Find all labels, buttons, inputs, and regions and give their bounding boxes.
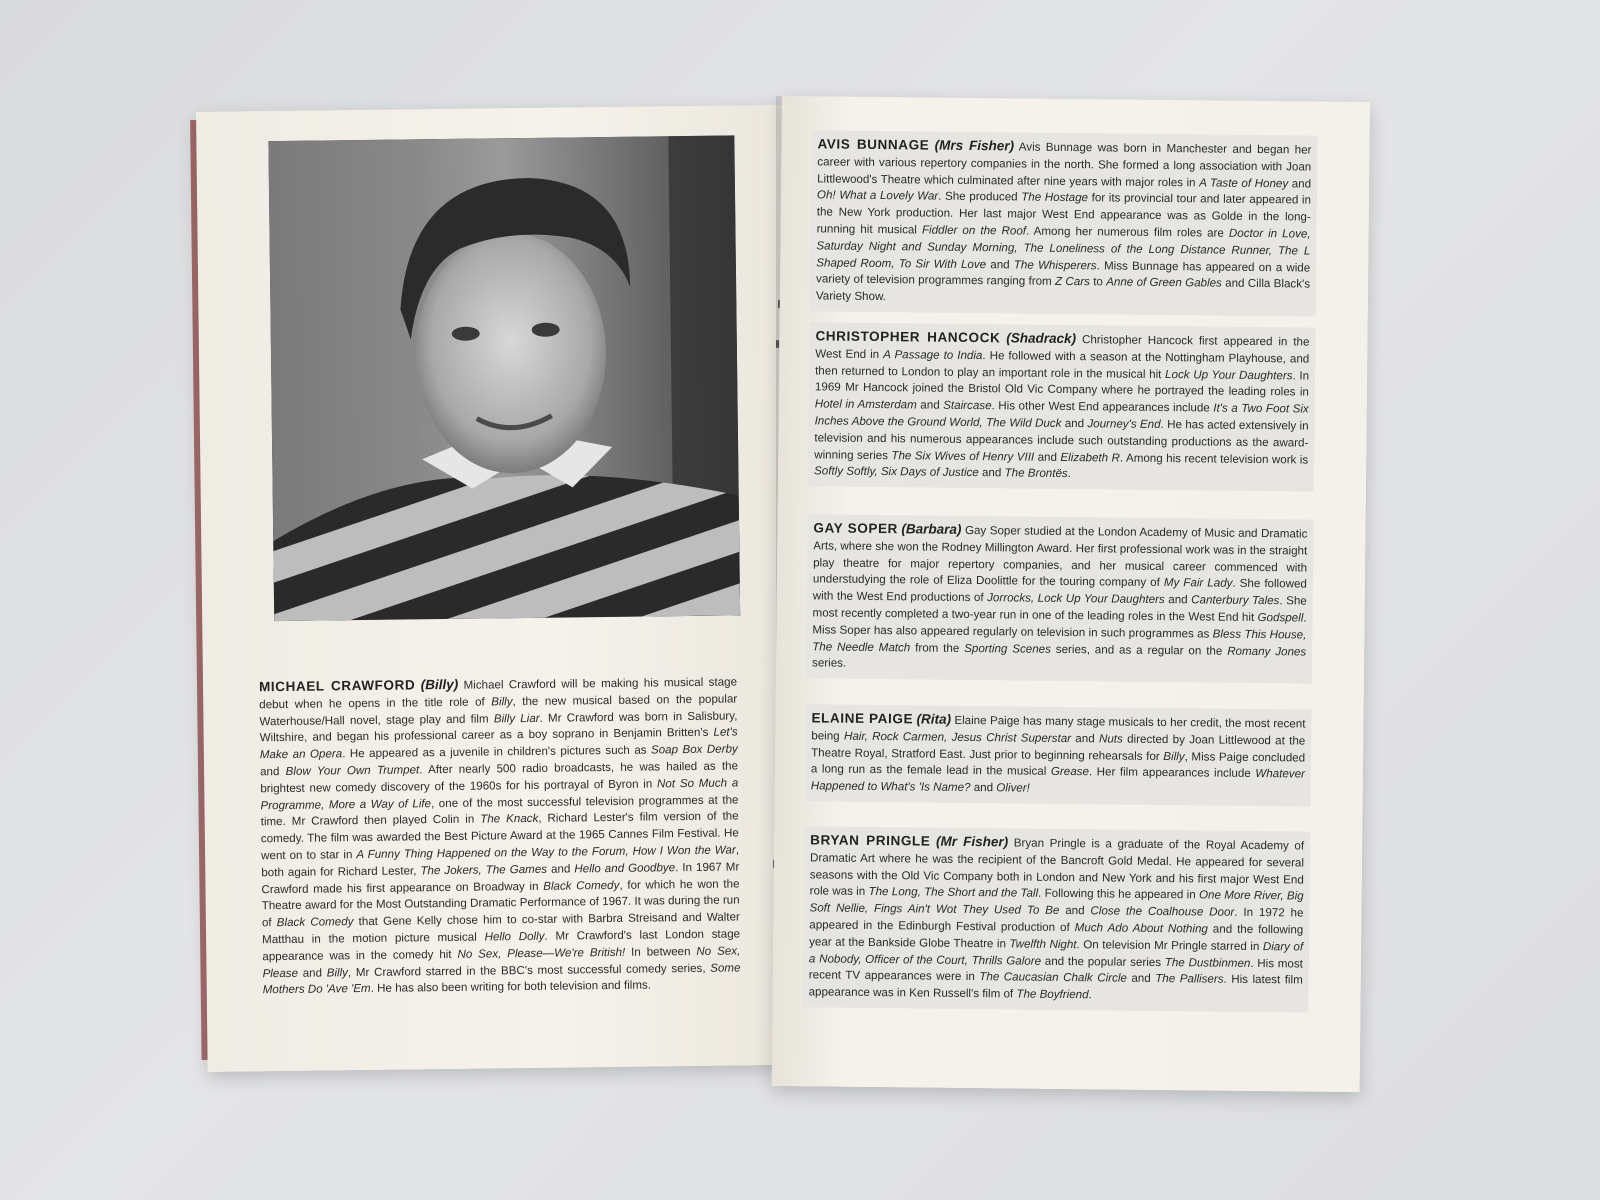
bio-gay-soper [806,514,1314,683]
work-title: Godspell [1257,610,1304,625]
actor-role: (Barbara) [901,521,962,537]
bio-text: Avis Bunnage was born in Manchester and began her career with various repertory companies in the north. She formed a long association with Joan Littlewood's Theatre which culminated after nine years with major roles in A Taste of Honey and Oh! What a Lovely War. She produced The Hostage for its provincial tour and later appeared in the New York production. Her last major West End appearance was as Golde in the long-running hit musical Fiddler on the Roof. Among her numerous film roles are Doctor in Love, Saturday Night and Sunday Morning, The Loneliness of the Long Distance Runner, The L Shaped Room, To Sir With Love and The Whisperers. Miss Bunnage has appeared on a wide variety of television programmes ranging from Z Cars to Anne of Green Gables and Cilla Black's Variety Show. [815,140,1312,304]
work-title: Staircase [943,398,992,413]
work-title: The Boyfriend [1016,987,1089,1002]
work-title: Soap Box Derby [650,742,738,757]
work-title: Whatever Happened to What's 'Is Name? [810,767,1305,795]
work-title: Jorrocks, Lock Up Your Daughters [987,591,1165,607]
work-title: Canterbury Tales [1191,593,1280,608]
left-page [196,105,796,1072]
actor-name: MICHAEL CRAWFORD [258,677,416,695]
work-title: Blow Your Own Trumpet [285,763,420,778]
work-title: Grease [1050,765,1090,779]
work-title: The Knack [480,812,539,826]
work-title: Hello and Goodbye [574,860,676,876]
bio-elaine-paige [805,704,1312,806]
work-title: Lock Up Your Daughters [1165,367,1293,382]
work-title: The Hostage [1021,190,1089,205]
work-title: Twelfth Night [1009,937,1077,951]
bio-michael-crawford [259,673,741,999]
work-title: One More River, Big Soft Nellie, Fings Ain't Wot They Used To Be [809,888,1304,918]
work-title: The Jokers, The Games [420,862,548,878]
work-title: The Long, The Short and the Tall [868,885,1039,901]
work-title: Not So Much a Programme, More a Way of Life [260,776,739,812]
work-title: Much Ado About Nothing [1074,921,1208,936]
work-title: No Sex, Please—We're British! [457,945,626,961]
actor-role: (Mr Fisher) [935,833,1009,850]
work-title: Billy [491,694,513,709]
work-title: Black Comedy [543,878,620,893]
work-title: Nuts [1098,732,1123,746]
work-title: The Whisperers [1013,258,1097,272]
work-title: Oliver! [996,781,1030,795]
bio-text: Christopher Hancock first appeared in the West End in A Passage to India. He followed with a season at the Nottingham Playhouse, and then returned to London to play an important role in the musical hit Lock Up Your Daughters. In 1969 Mr Hancock joined the Bristol Old Vic Company where he portrayed the leading roles in Hotel in Amsterdam and Staircase. His other West End appearances include It's a Two Foot Six Inches Above the Ground World, The Wild Duck and Journey's End. He has acted extensively in television and his numerous appearances include such outstanding productions as the award-winning series The Six Wives of Henry VIII and Elizabeth R. Among his recent television work is Softly Softly, Six Days of Justice and The Brontës. [814,333,1310,481]
work-title: Fiddler on the Roof [921,223,1027,238]
work-title: Black Comedy [276,915,354,930]
actor-role: (Shadrack) [1006,330,1077,347]
work-title: Let's Make an Opera [259,725,738,762]
work-title: Anne of Green Gables [1106,275,1222,290]
bio-christopher-hancock [808,322,1316,491]
actor-name: GAY SOPER [813,520,899,537]
portrait-image [268,135,740,621]
work-title: It's a Two Foot Six Inches Above the Ground World, The Wild Duck [814,401,1309,430]
work-title: The Pallisers [1155,972,1224,987]
work-title: Doctor in Love, Saturday Night and Sunday Morning, The Loneliness of the Long Distance Runner, The L Shaped Room, To Sir With Love [816,226,1311,271]
portrait-photo [268,135,740,621]
actor-role: (Mrs Fisher) [934,137,1015,154]
work-title: Hello Dolly [484,929,545,944]
work-title: The Six Wives of Henry VIII [891,448,1035,464]
work-title: A Funny Thing Happened on the Way to the Forum, How I Won the War [356,843,736,862]
actor-name: AVIS BUNNAGE [817,136,930,153]
work-title: Bless This House, The Needle Match [812,627,1307,654]
work-title: The Caucasian Chalk Circle [979,970,1127,986]
actor-role: (Rita) [916,711,952,727]
work-title: My Fair Lady [1163,576,1233,591]
bio-bryan-pringle [802,826,1310,1012]
work-title: A Passage to India [883,347,983,362]
bio-text: Gay Soper studied at the London Academy of Music and Dramatic Arts, where she won the Rodney Millington Award. Her first professional work was in the straight play theatre for major repertory companies, and her musical career commenced with understudying the role of Eliza Doolittle for the touring company of My Fair Lady. She followed with the West End productions of Jorrocks, Lock Up Your Daughters and Canterbury Tales. She most recently completed a two-year run in one of the leading roles in the West End hit Godspell. Miss Soper has also appeared regularly on television in such programmes as Bless This House, The Needle Match from the Sporting Scenes series, and as a regular on the Romany Jones series. [811,523,1308,671]
work-title: Hotel in Amsterdam [814,397,917,412]
work-title: Elizabeth R [1060,450,1121,465]
work-title: The Brontës [1004,466,1068,481]
actor-name: BRYAN PRINGLE [810,832,931,849]
work-title: The Dustbinmen [1164,955,1251,970]
bio-text: Bryan Pringle is a graduate of the Royal Academy of Dramatic Art where he was the recipient of the Bancroft Gold Medal. He appeared for several seasons with the Old Vic Company both in London and New York and his first major West End role was in The Long, The Short and the Tall. Following this he appeared in One More River, Big Soft Nellie, Fings Ain't Wot They Used To Be and Close the Coalhouse Door. In 1972 he appeared in the Edinburgh Festival production of Much Ado About Nothing and the following year at the Bankside Globe Theatre in Twelfth Night. On television Mr Pringle starred in Diary of a Nobody, Officer of the Court, Thrills Galore and the popular series The Dustbinmen. His most recent TV appearances were in The Caucasian Chalk Circle and The Pallisers. His latest film appearance was in Ken Russell's film of The Boyfriend. [808,836,1305,1002]
work-title: Sporting Scenes [964,641,1052,656]
right-page [772,96,1370,1092]
actor-role: (Billy) [420,676,459,693]
work-title: Billy Liar [493,711,540,726]
work-title: A Taste of Honey [1199,175,1289,190]
work-title: Diary of a Nobody, Officer of the Court, Thrills Galore [808,939,1304,968]
work-title: No Sex, Please [262,944,741,980]
actor-name: ELAINE PAIGE [811,710,914,727]
bio-avis-bunnage [810,130,1318,316]
bio-text: Michael Crawford will be making his musical stage debut when he opens in the title role of Billy, the new musical based on the popular Waterhouse/Hall novel, stage play and film Billy Liar. Mr Crawford was born in Salisbury, Wiltshire, and began his professional career as a boy soprano in Benjamin Britten's Let's Make an Opera. He appeared as a juvenile in children's pictures such as Soap Box Derby and Blow Your Own Trumpet. After nearly 500 radio broadcasts, he was hailed as the brightest new comedy discovery of the 1960s for his portrayal of Byron in Not So Much a Programme, More a Way of Life, one of the most successful television programmes at the time. Mr Crawford then played Colin in The Knack, Richard Lester's film version of the comedy. The film was awarded the Best Picture Award at the 1965 Cannes Film Festival. He went on to star in A Funny Thing Happened on the Way to the Forum, How I Won the War, both again for Richard Lester, The Jokers, The Games and Hello and Goodbye. In 1967 Mr Crawford made his first appearance on Broadway in Black Comedy, for which he won the Theatre award for the Most Outstanding Dramatic Performance of 1967. It was during the run of Black Comedy that Gene Kelly chose him to co-star with Barbra Streisand and Walter Matthau in the motion picture musical Hello Dolly. Mr Crawford's last London stage appearance was in the comedy hit No Sex, Please—We're British! In between No Sex, Please and Billy, Mr Crawford starred in the BBC's most successful comedy series, Some Mothers Do 'Ave 'Em. He has also been writing for both television and films. [259,675,741,997]
work-title: Close the Coalhouse Door [1090,904,1235,919]
bio-text: Elaine Paige has many stage musicals to her credit, the most recent being Hair, Rock Carmen, Jesus Christ Superstar and Nuts directed by Joan Littlewood at the Theatre Royal, Stratford East. Just prior to beginning rehearsals for Billy, Miss Paige concluded a long run as the female lead in the musical Grease. Her film appearances include Whatever Happened to What's 'Is Name? and Oliver! [810,713,1306,795]
work-title: Z Cars [1054,275,1090,289]
work-title: Billy [1163,749,1185,763]
work-title: Billy [326,965,349,980]
work-title: Oh! What a Lovely War [816,188,939,204]
work-title: Softly Softly, Six Days of Justice [814,464,979,480]
work-title: Romany Jones [1227,644,1307,659]
work-title: Some Mothers Do 'Ave 'Em [262,960,741,997]
actor-name: CHRISTOPHER HANCOCK [815,328,1001,346]
work-title: Hair, Rock Carmen, Jesus Christ Superstar [843,729,1072,745]
work-title: Journey's End [1087,417,1161,431]
